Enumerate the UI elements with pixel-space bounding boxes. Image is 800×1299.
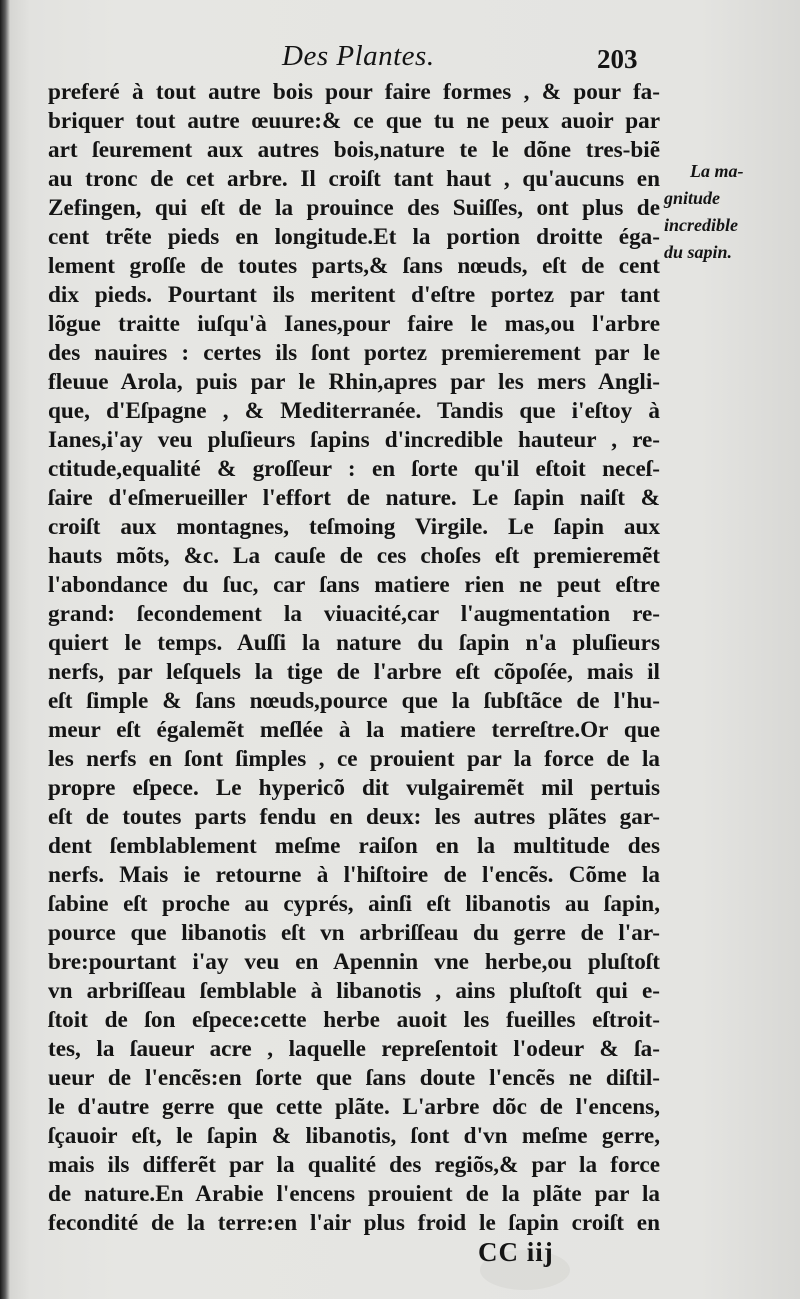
text-line: ueur de l'encẽs:en ſorte que ſans doute l'encẽs ne diſtil- (48, 1065, 660, 1091)
text-line: vn arbriſſeau ſemblable à libanotis , ains pluſtoſt qui e- (48, 978, 660, 1004)
text-line: tes, la ſaueur acre , laquelle repreſentoit l'odeur & ſa- (48, 1036, 660, 1062)
margin-note-line: gnitude (664, 188, 721, 208)
text-line: dent ſemblablement meſme raiſon en la multitude des (48, 833, 660, 859)
text-line: preferé à tout autre bois pour faire formes , & pour fa- (48, 79, 660, 105)
text-line: art ſeurement aux autres bois,nature te le dõne tres-biẽ (48, 137, 660, 163)
text-line: les nerfs en ſont ſimples , ce prouient par la force de la (48, 746, 660, 772)
running-head: Des Plantes. (282, 40, 435, 72)
text-line: croiſt aux montagnes, teſmoing Virgile. Le ſapin aux (48, 514, 660, 540)
margin-note (664, 158, 774, 266)
text-line: ſtoit de ſon eſpece:cette herbe auoit les fueilles eſtroit- (48, 1007, 660, 1033)
text-line: Zefingen, qui eſt de la prouince des Suiſſes, ont plus de (48, 195, 660, 221)
margin-note-line: du sapin. (664, 242, 733, 262)
text-line: hauts mõts, &c. La cauſe de ces choſes eſt premieremẽt (48, 543, 660, 569)
text-line: ſabine eſt proche au cyprés, ainſi eſt libanotis au ſapin, (48, 891, 660, 917)
text-line: grand: ſecondement la viuacité,car l'augmentation re- (48, 601, 660, 627)
text-line: des nauires : certes ils ſont portez premierement par le (48, 340, 660, 366)
text-line: que, d'Eſpagne , & Mediterranée. Tandis que i'eſtoy à (48, 398, 660, 424)
text-line: quiert le temps. Auſſi la nature du ſapin n'a pluſieurs (48, 630, 660, 656)
text-line: le d'autre gerre que cette plãte. L'arbre dõc de l'encens, (48, 1094, 660, 1120)
signature-mark: CC iij (478, 1237, 554, 1267)
text-line: propre eſpece. Le hypericõ dit vulgairemẽt mil pertuis (48, 775, 660, 801)
text-line: eſt de toutes parts fendu en deux: les autres plãtes gar- (48, 804, 660, 830)
text-line: ſçauoir eſt, le ſapin & libanotis, ſont d'vn meſme gerre, (48, 1123, 660, 1149)
text-line: bre:pourtant i'ay veu en Apennin vne herbe,ou pluſtoſt (48, 949, 660, 975)
text-line: de nature.En Arabie l'encens prouient de la plãte par la (48, 1181, 660, 1207)
text-line: cent trẽte pieds en longitude.Et la portion droitte éga- (48, 224, 660, 250)
text-line: ctitude,equalité & groſſeur : en ſorte qu'il eſtoit neceſ- (48, 456, 660, 482)
text-line: eſt ſimple & ſans nœuds,pource que la ſubſtãce de l'hu- (48, 688, 660, 714)
text-line: l'abondance du ſuc, car ſans matiere rien ne peut eſtre (48, 572, 660, 598)
text-line: nerfs. Mais ie retourne à l'hiſtoire de l'encẽs. Cõme la (48, 862, 660, 888)
margin-note-line: La ma- (690, 161, 744, 181)
text-line: pource que libanotis eſt vn arbriſſeau du gerre de l'ar- (48, 920, 660, 946)
text-line: nerfs, par leſquels la tige de l'arbre eſt cõpoſée, mais il (48, 659, 660, 685)
text-line: ſaire d'eſmerueiller l'effort de nature. Le ſapin naiſt & (48, 485, 660, 511)
margin-note-line: incredible (664, 215, 738, 235)
text-line: au tronc de cet arbre. Il croiſt tant haut , qu'aucuns en (48, 166, 660, 192)
page-gutter-shadow (0, 0, 10, 1299)
page-number: 203 (597, 44, 638, 74)
text-line: Ianes,i'ay veu pluſieurs ſapins d'incredible hauteur , re- (48, 427, 660, 453)
text-line: fecondité de la terre:en l'air plus froid le ſapin croiſt en (48, 1210, 660, 1236)
text-line: dix pieds. Pourtant ils meritent d'eſtre portez par tant (48, 282, 660, 308)
text-line: meur eſt égalemẽt meſlée à la matiere terreſtre.Or que (48, 717, 660, 743)
text-line: mais ils differẽt par la qualité des regiõs,& par la force (48, 1152, 660, 1178)
text-line: fleuue Arola, puis par le Rhin,apres par les mers Angli- (48, 369, 660, 395)
text-line: briquer tout autre œuure:& ce que tu ne peux auoir par (48, 108, 660, 134)
text-line: lõgue traitte iuſqu'à Ianes,pour faire le mas,ou l'arbre (48, 311, 660, 337)
body-text (48, 78, 660, 1238)
text-line: lement groſſe de toutes parts,& ſans nœuds, eſt de cent (48, 253, 660, 279)
